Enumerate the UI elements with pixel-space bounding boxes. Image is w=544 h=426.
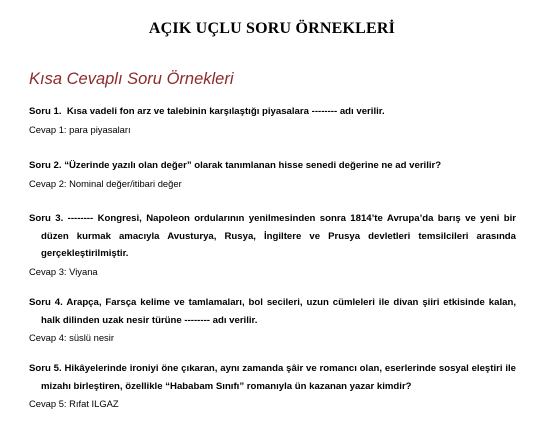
question-item-5 xyxy=(29,360,516,411)
question-3-label: Soru 3. xyxy=(29,213,64,224)
answer-3: Cevap 3: Viyana xyxy=(29,265,98,277)
question-4-text: Arapça, Farsça kelime ve tamlamaları, bol secileri, uzun cümleleri ile divan şiiri etkisinde kalan, halk dilinden uzak nesir türüne -------- adı verilir. xyxy=(41,297,516,326)
question-item-4 xyxy=(29,294,516,345)
question-item-1 xyxy=(29,103,516,137)
section-title: Kısa Cevaplı Soru Örnekleri xyxy=(29,70,234,88)
question-5-label: Soru 5. xyxy=(29,363,62,374)
question-2-label: Soru 2. xyxy=(29,160,62,171)
question-item-2 xyxy=(29,157,516,191)
answer-2: Cevap 2: Nominal değer/itibari değer xyxy=(29,177,182,189)
question-1 xyxy=(29,103,516,121)
answer-5: Cevap 5: Rıfat ILGAZ xyxy=(29,398,119,409)
answer-1: Cevap 1: para piyasaları xyxy=(29,123,131,135)
question-2-text: “Üzerinde yazılı olan değer” olarak tanımlanan hisse senedi değerine ne ad verilir? xyxy=(64,160,442,171)
question-2 xyxy=(29,157,516,175)
answer-4: Cevap 4: süslü nesir xyxy=(29,332,114,343)
question-3 xyxy=(29,210,516,263)
question-4 xyxy=(29,294,516,329)
question-item-3 xyxy=(29,210,516,279)
question-5 xyxy=(29,360,516,395)
question-5-text: Hikâyelerinde ironiyi öne çıkaran, aynı zamanda şâir ve romancı olan, eserlerinde sosyal eleştiri ile mizahı birleştiren, özellikle “Hababam Sınıfı” romanıyla ün kazanan yazar kimdir? xyxy=(41,363,516,392)
question-4-label: Soru 4. xyxy=(29,297,63,308)
question-1-label: Soru 1. xyxy=(29,106,62,117)
question-3-text: -------- Kongresi, Napoleon ordularının yenilmesinden sonra 1814’te Avrupa’da barış ve yeni bir düzen kurmak amacıyla Avusturya, Rusya, İngiltere ve Prusya devletleri temsilcileri arasında gerçekleştirilmiştir. xyxy=(41,213,517,259)
page-title: AÇIK UÇLU SORU ÖRNEKLERİ xyxy=(148,20,396,37)
question-1-text: Kısa vadeli fon arz ve talebinin karşılaştığı piyasalara -------- adı verilir. xyxy=(66,106,385,117)
